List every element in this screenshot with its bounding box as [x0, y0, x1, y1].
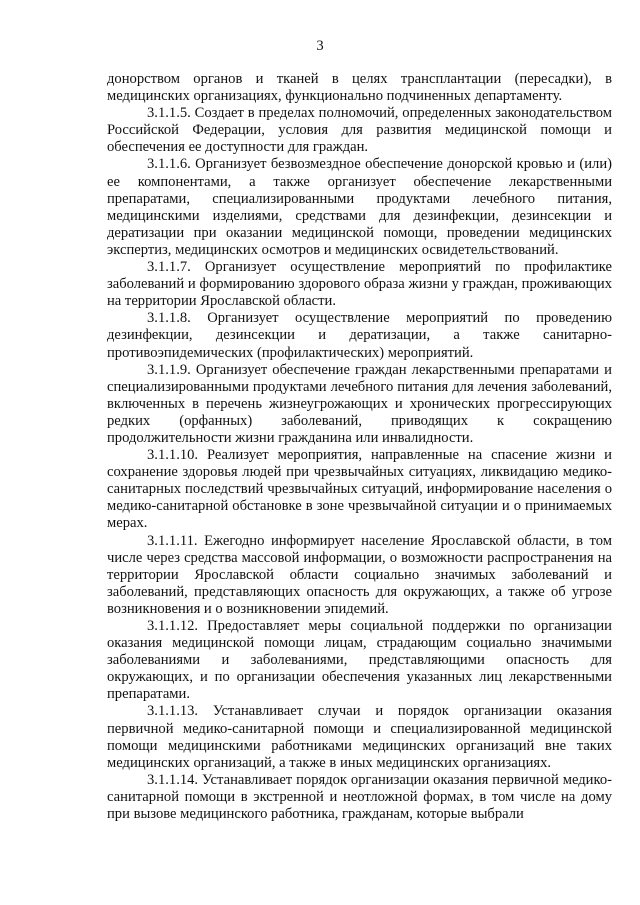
paragraph-3-1-1-5: 3.1.1.5. Создает в пределах полномочий, определенных законодательством Российской Федерации, условия для развития медицинской помощи и обеспечения ее доступности для граждан.	[107, 105, 612, 156]
paragraph-3-1-1-14: 3.1.1.14. Устанавливает порядок организации оказания первичной медико-санитарной помощи в экстренной и неотложной формах, в том числе на дому при вызове медицинского работника, гражданам, которые выбрали	[107, 771, 612, 823]
page-number: 3	[316, 38, 324, 54]
paragraph-3-1-1-8: 3.1.1.8. Организует осуществление мероприятий по проведению дезинфекции, дезинсекции и дератизации, а также санитарно-противоэпидемических (профилактических) мероприятий.	[107, 310, 612, 361]
paragraph-3-1-1-6: 3.1.1.6. Организует безвозмездное обеспечение донорской кровью и (или) ее компонентами, а также организует обеспечение лекарственными препаратами, специализированными продуктами лечебного питания, медицинскими изделиями, средствами для дезинфекции, дезинсекции и дератизации при оказании медицинской помощи, проведении медицинских экспертиз, медицинских осмотров и медицинских освидетельствований.	[107, 156, 612, 258]
paragraph-continuation: донорством органов и тканей в целях трансплантации (пересадки), в медицинских организациях, функционально подчиненных департаменту.	[107, 71, 612, 105]
paragraph-3-1-1-12: 3.1.1.12. Предоставляет меры социальной поддержки по организации оказания медицинской помощи лицам, страдающим социально значимыми заболеваниями и заболеваниями, представляющими опасность для окружающих, и по организации обеспечения указанных лиц лекарственными препаратами.	[107, 618, 612, 703]
paragraph-3-1-1-7: 3.1.1.7. Организует осуществление мероприятий по профилактике заболеваний и формированию здорового образа жизни у граждан, проживающих на территории Ярославской области.	[107, 259, 612, 310]
paragraph-3-1-1-10: 3.1.1.10. Реализует мероприятия, направленные на спасение жизни и сохранение здоровья людей при чрезвычайных ситуациях, ликвидацию медико-санитарных последствий чрезвычайных ситуаций, информирование населения о медико-санитарной обстановке в зоне чрезвычайной ситуации и о принимаемых мерах.	[107, 447, 612, 532]
paragraph-3-1-1-9: 3.1.1.9. Организует обеспечение граждан лекарственными препаратами и специализированными продуктами лечебного питания для лечения заболеваний, включенных в перечень жизнеугрожающих и хронических прогрессирующих редких (орфанных) заболеваний, приводящих к сокращению продолжительности жизни гражданина или инвалидности.	[107, 361, 612, 446]
paragraph-3-1-1-11: 3.1.1.11. Ежегодно информирует население Ярославской области, в том числе через средства массовой информации, о возможности распространения на территории Ярославской области социально значимых заболеваний и заболеваний, представляющих опасность для окружающих, а также об угрозе возникновения и о возникновении эпидемий.	[107, 532, 612, 617]
paragraph-3-1-1-13: 3.1.1.13. Устанавливает случаи и порядок организации оказания первичной медико-санитарной помощи и специализированной медицинской помощи медицинскими работниками медицинских организаций вне таких медицинских организаций, а также в иных медицинских организациях.	[107, 703, 612, 771]
document-body	[107, 71, 612, 823]
